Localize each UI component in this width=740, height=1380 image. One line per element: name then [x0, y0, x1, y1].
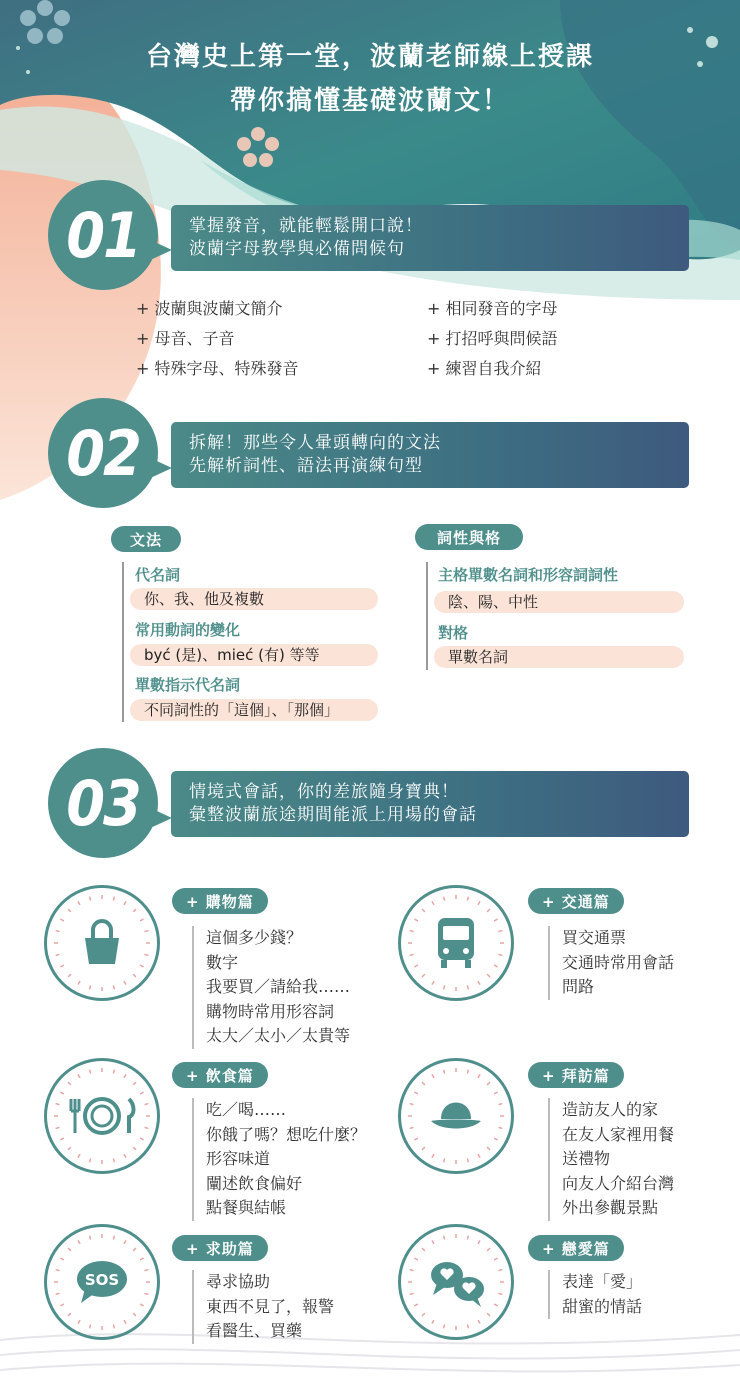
hat-icon — [401, 1061, 511, 1171]
decorative-tick — [499, 954, 503, 955]
dining-phrases — [192, 1098, 366, 1221]
visit-tag: + 拜訪篇 — [528, 1062, 624, 1088]
decorative-tick — [145, 1104, 149, 1105]
section-number-01: 01 — [48, 180, 158, 290]
grammar-heading: 單數指示代名詞 — [135, 676, 241, 694]
list-item: + 練習自我介紹 — [427, 359, 542, 378]
dining-icon-ring — [44, 1058, 160, 1174]
sos-label: SOS — [84, 1271, 120, 1289]
decorative-tick — [140, 1138, 143, 1140]
list-item: + 打招呼與問候語 — [427, 329, 558, 348]
decorative-tick — [68, 909, 71, 912]
grammar-value: być (是)、mieć (有) 等等 — [130, 644, 378, 666]
decorative-tick — [494, 919, 497, 921]
decorative-tick — [133, 1313, 136, 1316]
decorative-tick — [432, 901, 434, 904]
decorative-tick — [78, 901, 80, 904]
phrase: 在友人家裡用餐 — [562, 1124, 675, 1144]
decorative-tick — [478, 1240, 480, 1243]
grammar-right-group — [426, 562, 428, 670]
decorative-tick — [487, 974, 490, 977]
decorative-tick — [478, 981, 480, 984]
decorative-tick — [113, 1159, 114, 1163]
love-tag: + 戀愛篇 — [528, 1235, 624, 1261]
decorative-tick — [422, 1147, 425, 1150]
decorative-tick — [56, 1127, 60, 1128]
decorative-tick — [90, 897, 91, 901]
decorative-tick — [140, 1258, 143, 1260]
decorative-tick — [467, 1159, 468, 1163]
grammar-heading: 代名詞 — [135, 566, 181, 584]
phrase: 外出參觀景點 — [562, 1198, 659, 1217]
decorative-tick — [410, 1127, 414, 1128]
transport-phrases — [548, 926, 674, 1000]
phrase: 形容味道 — [206, 1149, 271, 1168]
decorative-tick — [410, 931, 414, 932]
decorative-tick — [60, 1258, 63, 1260]
decorative-tick — [113, 1236, 114, 1240]
decorative-tick — [422, 1082, 425, 1085]
decorative-tick — [56, 1104, 60, 1105]
decorative-tick — [78, 1240, 80, 1243]
hearts-icon — [401, 1227, 511, 1337]
decorative-tick — [124, 1320, 126, 1323]
decorative-tick — [124, 901, 126, 904]
list-item: + 波蘭與波蘭文簡介 — [136, 299, 283, 318]
decorative-tick — [78, 1320, 80, 1323]
phrase: 數字 — [206, 952, 239, 972]
decorative-tick — [78, 1154, 80, 1157]
decorative-tick — [467, 1325, 468, 1329]
decorative-tick — [494, 1258, 497, 1260]
grammar-heading: 對格 — [438, 624, 469, 642]
decorative-tick — [467, 897, 468, 901]
decorative-tick — [478, 1320, 480, 1323]
grammar-left-group — [122, 562, 124, 722]
love-icon-ring — [398, 1224, 514, 1340]
section-number-03: 03 — [48, 748, 158, 858]
phrase: 問路 — [562, 977, 595, 996]
decorative-tick — [432, 981, 434, 984]
decorative-tick — [68, 974, 71, 977]
decorative-tick — [124, 1074, 126, 1077]
dining-icon — [47, 1061, 157, 1171]
phrase: 闡述飲食偏好 — [206, 1173, 303, 1193]
phrase: 購物時常用形容詞 — [206, 1001, 335, 1021]
decorative-tick — [478, 1154, 480, 1157]
decorative-tick — [140, 919, 143, 921]
decorative-tick — [410, 1293, 414, 1294]
visit-icon-ring — [398, 1058, 514, 1174]
decorative-tick — [133, 1147, 136, 1150]
decorative-tick — [60, 1092, 63, 1094]
decorative-tick — [478, 1074, 480, 1077]
decorative-tick — [140, 965, 143, 967]
decorative-tick — [145, 1293, 149, 1294]
transport-icon-ring — [398, 885, 514, 1001]
section-01-list-left — [136, 294, 299, 384]
decorative-tick — [467, 1236, 468, 1240]
dining-tag: + 飲食篇 — [172, 1062, 268, 1088]
visit-phrases — [548, 1098, 674, 1221]
decorative-tick — [124, 1240, 126, 1243]
list-item: + 特殊字母、特殊發音 — [136, 359, 299, 378]
sos-icon — [47, 1227, 157, 1337]
phrase: 甜蜜的情話 — [562, 1296, 643, 1316]
section-03-subheading: 彙整波蘭旅途期間能派上用場的會話 — [189, 805, 477, 825]
phrase: 我要買／請給我…… — [206, 977, 351, 996]
decorative-tick — [133, 974, 136, 977]
phrase: 買交通票 — [562, 928, 627, 947]
transport-tag: + 交通篇 — [528, 888, 624, 914]
help-tag: + 求助篇 — [172, 1235, 268, 1261]
decorative-tick — [124, 1154, 126, 1157]
decorative-tick — [444, 1159, 445, 1163]
decorative-tick — [414, 1304, 417, 1306]
decorative-tick — [410, 1270, 414, 1271]
decorative-tick — [422, 974, 425, 977]
decorative-tick — [444, 986, 445, 990]
decorative-tick — [444, 897, 445, 901]
phrase: 向友人介紹台灣 — [562, 1173, 675, 1193]
section-02-subheading: 先解析詞性、語法再演練句型 — [189, 456, 423, 476]
decorative-tick — [113, 986, 114, 990]
decorative-tick — [133, 1082, 136, 1085]
decorative-tick — [90, 1159, 91, 1163]
decorative-tick — [145, 931, 149, 932]
phrase: 吃／喝…… — [206, 1100, 287, 1119]
decorative-tick — [410, 954, 414, 955]
decorative-tick — [414, 919, 417, 921]
phrase: 交通時常用會話 — [562, 952, 675, 972]
phrase: 造訪友人的家 — [562, 1100, 659, 1119]
decorative-tick — [487, 1313, 490, 1316]
decorative-tick — [478, 901, 480, 904]
decorative-tick — [432, 1154, 434, 1157]
decorative-tick — [133, 909, 136, 912]
decorative-tick — [56, 931, 60, 932]
grammar-value: 陰、陽、中性 — [434, 591, 684, 613]
decorative-tick — [113, 897, 114, 901]
decorative-tick — [56, 1293, 60, 1294]
phrase: 太大／太小／太貴等 — [206, 1026, 351, 1045]
section-03-banner — [171, 771, 689, 837]
phrase: 看醫生、買藥 — [206, 1321, 303, 1340]
section-01-list-right — [427, 294, 558, 384]
section-02-banner — [171, 422, 689, 488]
decorative-tick — [444, 1070, 445, 1074]
decorative-tick — [414, 965, 417, 967]
section-02-heading: 拆解！那些令人暈頭轉向的文法 — [189, 433, 441, 453]
section-01-heading: 掌握發音，就能輕鬆開口說！ — [189, 216, 423, 236]
grammar-value: 單數名詞 — [434, 646, 684, 668]
decorative-tick — [56, 1270, 60, 1271]
section-01-banner — [171, 205, 689, 271]
decorative-tick — [432, 1240, 434, 1243]
decorative-tick — [410, 1104, 414, 1105]
word-class-case-pill: 詞性與格 — [415, 524, 523, 550]
love-phrases — [548, 1270, 642, 1319]
decorative-tick — [145, 1127, 149, 1128]
shopping-bag-icon — [47, 888, 157, 998]
decorative-tick — [444, 1236, 445, 1240]
shopping-tag: + 購物篇 — [172, 888, 268, 914]
help-phrases — [192, 1270, 334, 1344]
grammar-value: 不同詞性的「這個」、「那個」 — [130, 699, 378, 721]
decorative-tick — [494, 1304, 497, 1306]
phrase: 尋求協助 — [206, 1272, 271, 1291]
decorative-tick — [90, 1325, 91, 1329]
page-title-line-2: 帶你搞懂基礎波蘭文！ — [229, 86, 510, 116]
decorative-tick — [494, 1092, 497, 1094]
grammar-pill: 文法 — [111, 526, 181, 552]
decorative-tick — [60, 919, 63, 921]
decorative-tick — [467, 986, 468, 990]
decorative-tick — [444, 1325, 445, 1329]
decorative-tick — [90, 1070, 91, 1074]
decorative-tick — [56, 954, 60, 955]
section-03-heading: 情境式會話，你的差旅隨身寶典！ — [189, 782, 459, 802]
decorative-tick — [60, 1138, 63, 1140]
decorative-tick — [422, 1248, 425, 1251]
decorative-tick — [133, 1248, 136, 1251]
grammar-heading: 常用動詞的變化 — [135, 621, 241, 639]
phrase: 這個多少錢？ — [206, 928, 303, 947]
decorative-tick — [145, 1270, 149, 1271]
decorative-tick — [414, 1258, 417, 1260]
phrase: 送禮物 — [562, 1149, 611, 1168]
decorative-tick — [432, 1320, 434, 1323]
phrase: 表達「愛」 — [562, 1272, 643, 1291]
decorative-tick — [78, 981, 80, 984]
decorative-tick — [432, 1074, 434, 1077]
section-01-subheading: 波蘭字母教學與必備問候句 — [189, 239, 405, 259]
help-icon-ring — [44, 1224, 160, 1340]
decorative-tick — [494, 1138, 497, 1140]
decorative-tick — [467, 1070, 468, 1074]
decorative-tick — [78, 1074, 80, 1077]
decorative-tick — [422, 1313, 425, 1316]
list-item: + 相同發音的字母 — [427, 299, 558, 318]
decorative-tick — [113, 1070, 114, 1074]
phrase: 點餐與結帳 — [206, 1198, 287, 1217]
list-item: + 母音、子音 — [136, 329, 235, 348]
page-title-line-1: 台灣史上第一堂，波蘭老師線上授課 — [145, 42, 594, 72]
decorative-tick — [487, 1082, 490, 1085]
decorative-tick — [487, 1248, 490, 1251]
decorative-tick — [499, 1104, 503, 1105]
decorative-tick — [90, 1236, 91, 1240]
decorative-tick — [140, 1092, 143, 1094]
decorative-tick — [140, 1304, 143, 1306]
decorative-tick — [499, 1127, 503, 1128]
decorative-tick — [60, 965, 63, 967]
decorative-tick — [60, 1304, 63, 1306]
shopping-phrases — [192, 926, 350, 1049]
section-number-02: 02 — [48, 398, 158, 508]
phrase: 你餓了嗎？想吃什麼？ — [206, 1124, 367, 1144]
decorative-tick — [494, 965, 497, 967]
decorative-tick — [68, 1147, 71, 1150]
decorative-tick — [124, 981, 126, 984]
decorative-tick — [145, 954, 149, 955]
decorative-tick — [68, 1248, 71, 1251]
decorative-tick — [422, 909, 425, 912]
decorative-tick — [68, 1082, 71, 1085]
bus-icon — [401, 888, 511, 998]
decorative-tick — [487, 909, 490, 912]
decorative-tick — [499, 1293, 503, 1294]
shopping-icon-ring — [44, 885, 160, 1001]
decorative-tick — [499, 931, 503, 932]
grammar-heading: 主格單數名詞和形容詞詞性 — [438, 566, 619, 584]
decorative-tick — [499, 1270, 503, 1271]
decorative-tick — [487, 1147, 490, 1150]
decorative-tick — [68, 1313, 71, 1316]
decorative-tick — [113, 1325, 114, 1329]
decorative-tick — [414, 1138, 417, 1140]
grammar-value: 你、我、他及複數 — [130, 588, 378, 610]
decorative-tick — [414, 1092, 417, 1094]
phrase: 東西不見了，報警 — [206, 1296, 335, 1316]
decorative-tick — [90, 986, 91, 990]
